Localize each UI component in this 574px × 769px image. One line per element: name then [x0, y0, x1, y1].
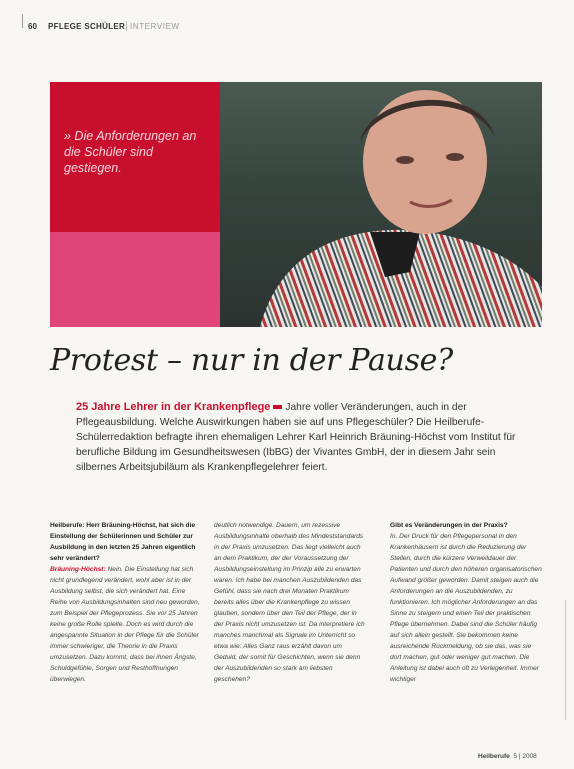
margin-rule: [565, 600, 566, 720]
pull-quote: » Die Anforderungen an die Schüler sind gestiegen.: [64, 129, 197, 175]
page-footer: [478, 753, 537, 760]
body-column-1: [50, 520, 202, 758]
magazine-name: Heilberufe: [478, 753, 510, 760]
body-column-3: [390, 520, 542, 758]
portrait-photo: [220, 82, 542, 327]
article-intro: [76, 400, 524, 475]
answer-text-1: Nein. Die Einstellung hat sich nicht grundlegend verändert, wohl aber ist in der Ausbildung selbst, die sich verändert hat. Eine Reihe von Ausbildungsinhalten sind neu geworden, zum Beispiel der Pflegeprozess. Sie vor 25 Jahren keine große Rolle spielte. Doch es wird durch die angespannte Situation in der Pflege für die Schüler immer schwieriger, die Theorie in die Praxis umzusetzen. Dazu kommt, dass bei ihnen Ängste, Schuldgefühle, Sorgen und Resthoffnungen überwiegen.: [50, 566, 200, 683]
intro-text: Jahre voller Veränderungen, auch in der Pflegeausbildung. Welche Auswirkungen haben sie auf uns Pflegeschüler? Die Heilberufe-Schülerredaktion befragte ihren ehemaligen Lehrer Karl Heinrich Bräuning-Höchst vom Institut für berufliche Bildung im Gesundheitswesen (IbBG) der Vivantes GmbH, der in diesem Jahr sein silbernes Arbeitsjubiläum als Krankenpflegelehrer feiert.: [76, 402, 516, 473]
issue-number: 5 | 2008: [513, 753, 537, 760]
interview-question-1: Heilberufe: Herr Bräuning-Höchst, hat sich die Einstellung der Schülerinnen und Schüler zur Ausbildung in den letzten 25 Jahren eigentlich sehr verändert?: [50, 522, 196, 562]
header-rule: [22, 14, 23, 28]
kicker-dash-marker: [273, 405, 282, 409]
interview-answer-1: [50, 564, 202, 685]
answer-text-3: In. Der Druck für den Pflegepersonal in den Krankenhäusern ist durch die Reduzierung der Stellen, durch die kürzere Verweildauer der Patienten und durch den höheren organisatorischen Aufwand größer geworden. Damit steigen auch die Anforderungen an die Auszubildenden, zu funktionieren. Ich möglicher Anforderungen an das Sinne zu steigern und einen Teil der praktischen Pflege übernehmen. Dabei sind die Schüler häufig auf sich allein gestellt. Sie bekommen keine ausreichende Rückmeldung, ob sie das, was sie dort machen, gut oder weniger gut machen. Die Anleitung ist dabei auch oft zu Verlegenheit. Immer wichtiger: [390, 533, 542, 683]
interview-question-2: Gibt es Veränderungen in der Praxis?: [390, 522, 508, 529]
hero-pink-block: [50, 232, 220, 327]
body-column-2: deutlich notwendige. Dauern, um rezessive Ausbildungsinhalte oberhalb des Mindeststandards in der Praxis umzusetzen. Das liegt vielleicht auch an dem Praktikum, der der Voraussetzung der Ausbildungseinstellung im Prinzip alle zu erwarten waren. Ich habe bei manchen Auszubildenden das Gefühl, dass sie nach drei Monaten Praktikum bereits alles über die Krankenpflege zu wissen glauben, sondern über den Teil der Pflege, der in der Praxis nicht umzusetzen ist. Da interpretiere ich manches manchmal als Signale im Unterricht so etwa wie: Alles Ganz raus erzählt davon um Geduld, der somit für Geschichten, wenn sie denn der Auszubildenden so stark am liebsten geschehen?: [214, 522, 365, 683]
portrait-illustration: [220, 82, 542, 327]
intro-kicker: 25 Jahre Lehrer in der Krankenpflege: [76, 401, 271, 413]
article-title: Protest – nur in der Pause?: [50, 343, 453, 378]
section-label: PFLEGE SCHÜLER: [48, 22, 126, 31]
page-number: 60: [28, 22, 37, 31]
subsection-label: INTERVIEW: [130, 22, 180, 31]
header-separator: [126, 21, 127, 31]
hero-banner: [50, 82, 542, 327]
speaker-name: Bräuning-Höchst:: [50, 566, 106, 573]
